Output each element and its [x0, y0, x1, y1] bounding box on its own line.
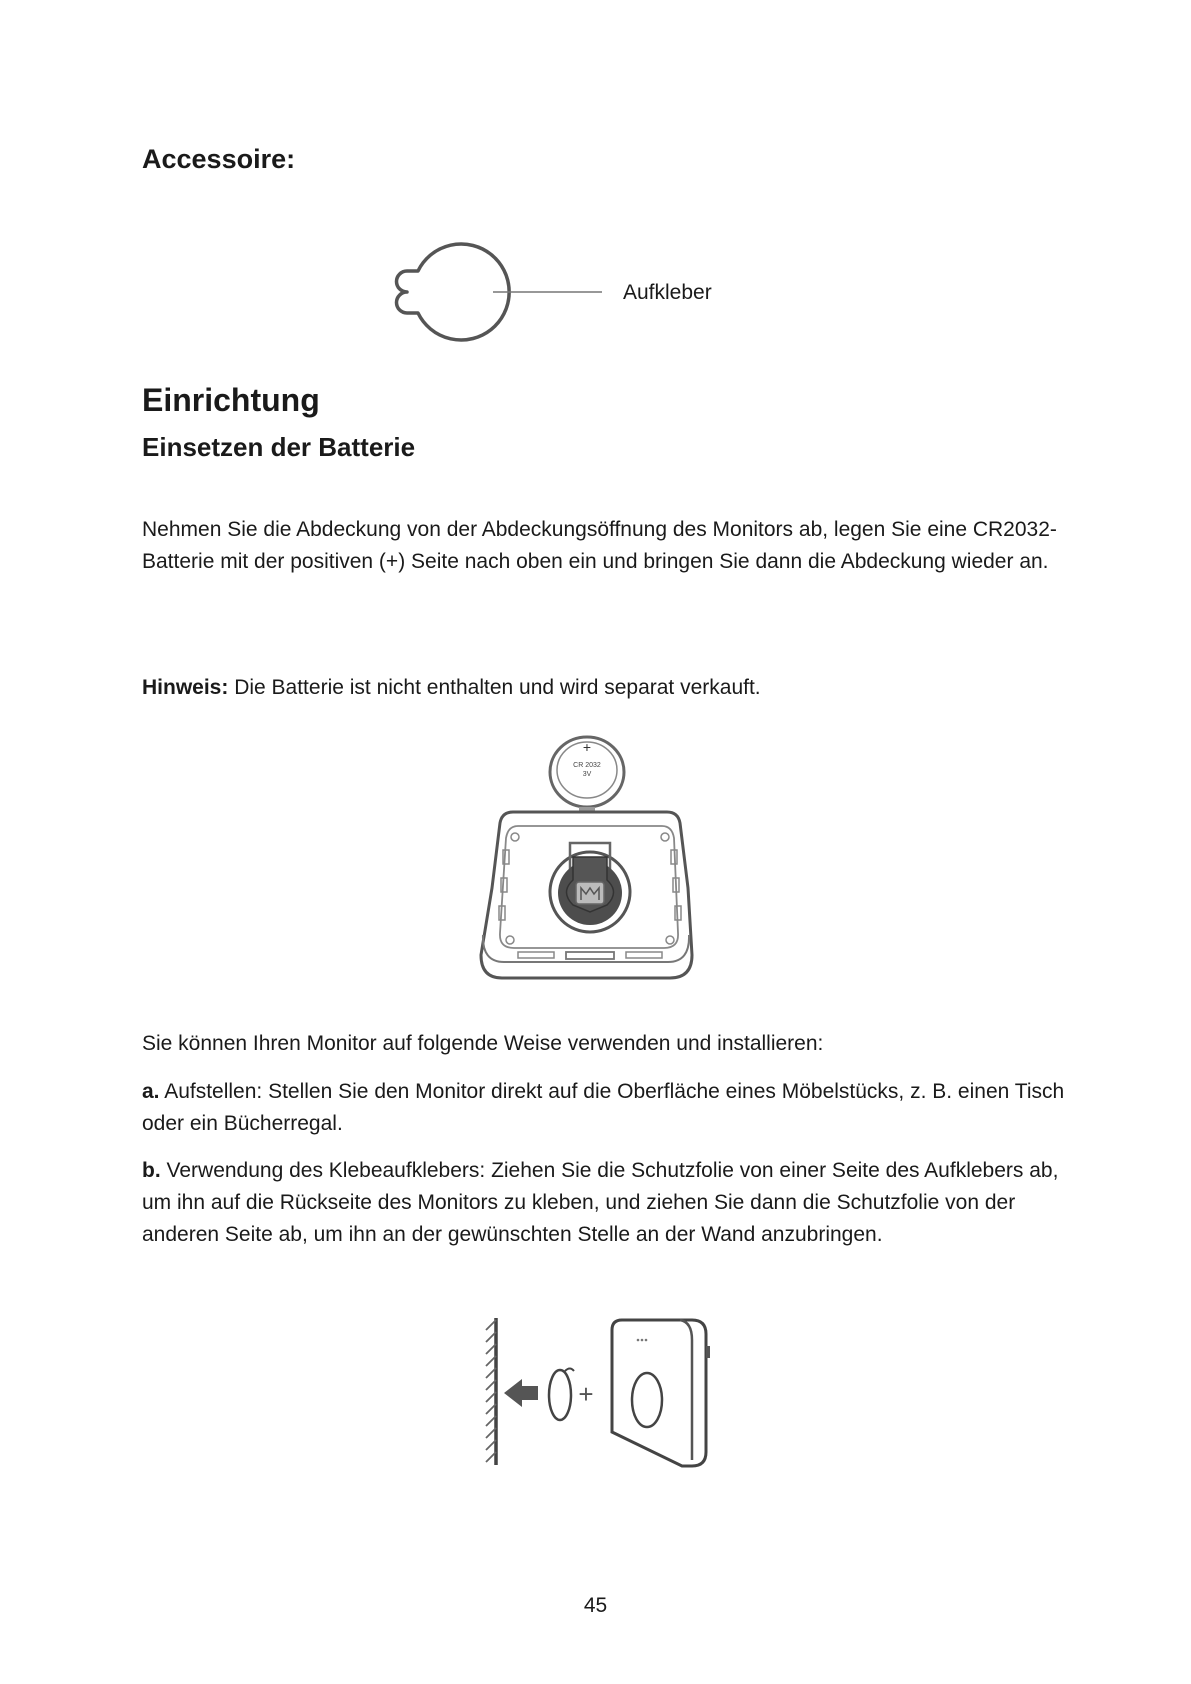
battery-insertion-illustration [470, 730, 710, 1000]
wall-icon [486, 1318, 496, 1465]
note-text: Die Batterie ist nicht enthalten und wird separat verkauft. [228, 676, 761, 699]
battery-note [142, 672, 1072, 704]
monitor-device-icon [612, 1320, 710, 1466]
sticker-icon [549, 1369, 574, 1421]
setup-heading: Einrichtung [142, 382, 320, 418]
sticker-label: Aufkleber [623, 281, 712, 304]
coin-battery-icon [550, 737, 624, 807]
note-label: Hinweis: [142, 676, 229, 699]
option-b-text: Verwendung des Klebeaufklebers: Ziehen Sie die Schutzfolie von einer Seite des Aufklebers ab, um ihn auf die Rückseite des Monitors zu kleben, und ziehen Sie dann die Schutzfolie von der anderen Seite ab, um ihn an der gewünschten Stelle an der Wand anzubringen. [142, 1159, 1059, 1246]
battery-plus: + [582, 739, 592, 755]
battery-voltage: 3V [582, 771, 592, 778]
diagram-plus: + [578, 1379, 594, 1409]
option-b-label: b. [142, 1159, 161, 1182]
battery-model: CR 2032 [573, 762, 601, 769]
usage-intro: Sie können Ihren Monitor auf folgende Weise verwenden und installieren: [142, 1032, 824, 1055]
battery-subheading: Einsetzen der Batterie [142, 432, 416, 462]
accessory-heading: Accessoire: [142, 144, 296, 174]
option-a-label: a. [142, 1080, 160, 1103]
left-arrow-icon [504, 1379, 538, 1407]
wall-mount-illustration [470, 1310, 720, 1472]
option-a-text: Aufstellen: Stellen Sie den Monitor direkt auf die Oberfläche eines Möbelstücks, z. B. einen Tisch oder ein Bücherregal. [142, 1080, 1065, 1135]
sticker-illustration [390, 240, 750, 350]
usage-option-b [142, 1155, 1072, 1251]
usage-option-a [142, 1076, 1072, 1140]
monitor-device-back [481, 812, 692, 978]
sticker-shape [397, 244, 510, 340]
page-number: 45 [583, 1594, 608, 1617]
battery-instructions: Nehmen Sie die Abdeckung von der Abdeckungsöffnung des Monitors ab, legen Sie eine CR2032-Batterie mit der positiven (+) Seite nach oben ein und bringen Sie dann die Abdeckung wieder an. [142, 518, 1057, 573]
